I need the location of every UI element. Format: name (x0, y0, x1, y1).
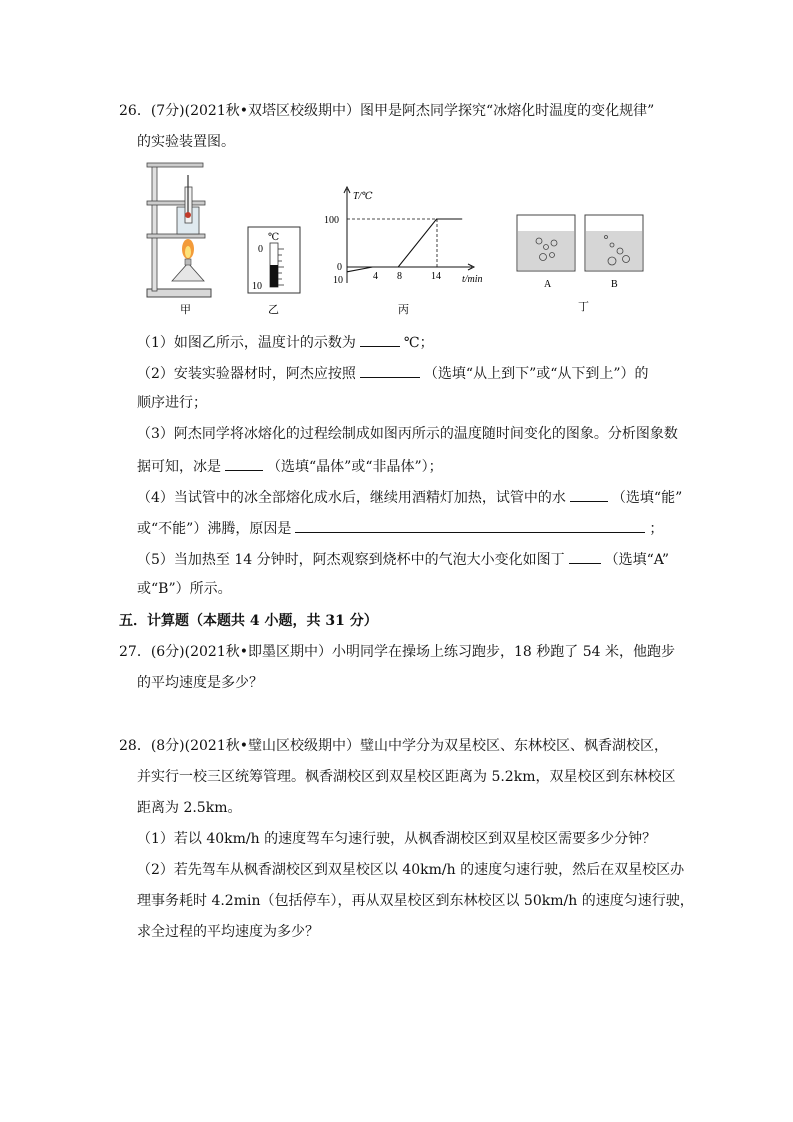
answer-blank-6[interactable] (569, 548, 601, 564)
q26-part2 (137, 362, 649, 384)
jia-label: 甲 (180, 304, 191, 315)
yi-tick-bottom: 10 (252, 281, 262, 292)
section-heading: 五．计算题（本题共 4 小题，共 31 分） (119, 613, 378, 629)
q27-line2: 的平均速度是多少？ (137, 675, 263, 691)
apparatus-figure (147, 163, 211, 315)
answer-blank-3[interactable] (225, 455, 263, 471)
answer-blank-2[interactable] (360, 362, 420, 378)
q28-part2: （2）若先驾车从枫香湖校区到双星校区以 40km/h 的速度匀速行驶，然后在双星校区办 (137, 862, 685, 878)
q26-part1-text: （1）如图乙所示，温度计的示数为 (137, 335, 356, 351)
chart-x-label: t/min (462, 274, 483, 285)
chart-y-label: T/℃ (353, 191, 373, 202)
q26-part4-cont (137, 517, 663, 539)
ding-b: B (611, 279, 618, 290)
answer-blank-4[interactable] (570, 486, 608, 502)
beakers-figure (517, 215, 643, 313)
answer-blank-1[interactable] (360, 331, 400, 347)
yi-tick-top: 0 (258, 244, 263, 255)
bing-label: 丙 (398, 304, 409, 315)
chart-data-line (347, 219, 462, 272)
yi-unit: ℃ (268, 232, 280, 243)
answer-blank-5[interactable] (295, 517, 645, 533)
q28-line1: 28．(8分)(2021秋•璧山区校级期中）璧山中学分为双星校区、东林校区、枫香湖校区， (119, 738, 668, 754)
q26-part2-text-b: （选填“从上到下”或“从下到上”）的 (423, 366, 649, 382)
yi-label: 乙 (268, 304, 279, 315)
q26-part5-cont: 或“B”）所示。 (137, 581, 232, 597)
q28-part1: （1）若以 40km/h 的速度驾车匀速行驶，从枫香湖校区到双星校区需要多少分钟？ (137, 831, 657, 847)
thermometer-figure (248, 227, 300, 315)
q26-part4 (137, 486, 682, 508)
q26-part3: （3）阿杰同学将冰熔化的过程绘制成如图丙所示的温度随时间变化的图象。分析图象数 (137, 426, 678, 442)
q26-part4-text-b: （选填“能” (611, 490, 683, 506)
q26-part5-text: （5）当加热至 14 分钟时，阿杰观察到烧杯中的气泡大小变化如图丁 (137, 552, 565, 568)
q28-part2-cont: 理事务耗时 4.2min（包括停车），再从双星校区到东林校区以 50km/h 的速度匀速行驶， (137, 893, 694, 909)
q26-part4-text-d: ； (649, 521, 664, 537)
q26-line1: 26．(7分)(2021秋•双塔区校级期中）图甲是阿杰同学探究“冰熔化时温度的变化规律” (119, 103, 655, 119)
chart-tick-10: 10 (333, 275, 343, 286)
q26-part2-text: （2）安装实验器材时，阿杰应按照 (137, 366, 356, 382)
q27-line1: 27．(6分)(2021秋•即墨区期中）小明同学在操场上练习跑步，18 秒跑了 54 米，他跑步 (119, 644, 675, 660)
q26-part2-cont: 顺序进行； (137, 395, 207, 411)
chart-tick-8: 8 (397, 271, 402, 282)
chart-tick-100: 100 (324, 215, 339, 226)
chart-bing (324, 187, 483, 315)
q28-part2-cont2: 求全过程的平均速度为多少？ (137, 924, 319, 940)
q26-part5-text-b: （选填“A” (604, 552, 669, 568)
q28-line3: 距离为 2.5km。 (137, 800, 242, 816)
q26-part3-text-b: （选填“晶体”或“非晶体”）； (267, 459, 443, 475)
q26-part5 (137, 548, 669, 570)
ding-label: 丁 (578, 301, 589, 313)
q26-part4-text: （4）当试管中的冰全部熔化成水后，继续用酒精灯加热，试管中的水 (137, 490, 566, 506)
chart-tick-4: 4 (373, 271, 378, 282)
q26-line2: 的实验装置图。 (137, 134, 235, 150)
q26-part1 (137, 331, 434, 353)
chart-tick-14: 14 (431, 271, 441, 282)
q26-part3-text: 据可知，冰是 (137, 459, 221, 475)
q28-line2: 并实行一校三区统筹管理。枫香湖校区到双星校区距离为 5.2km，双星校区到东林校区 (137, 769, 676, 785)
q26-part1-unit: ℃； (403, 335, 434, 351)
figure-strip (0, 155, 793, 315)
ding-a: A (544, 279, 552, 290)
q26-part3-cont (137, 455, 443, 477)
chart-tick-0: 0 (337, 262, 342, 273)
q26-part4-text-c: 或“不能”）沸腾，原因是 (137, 521, 292, 537)
